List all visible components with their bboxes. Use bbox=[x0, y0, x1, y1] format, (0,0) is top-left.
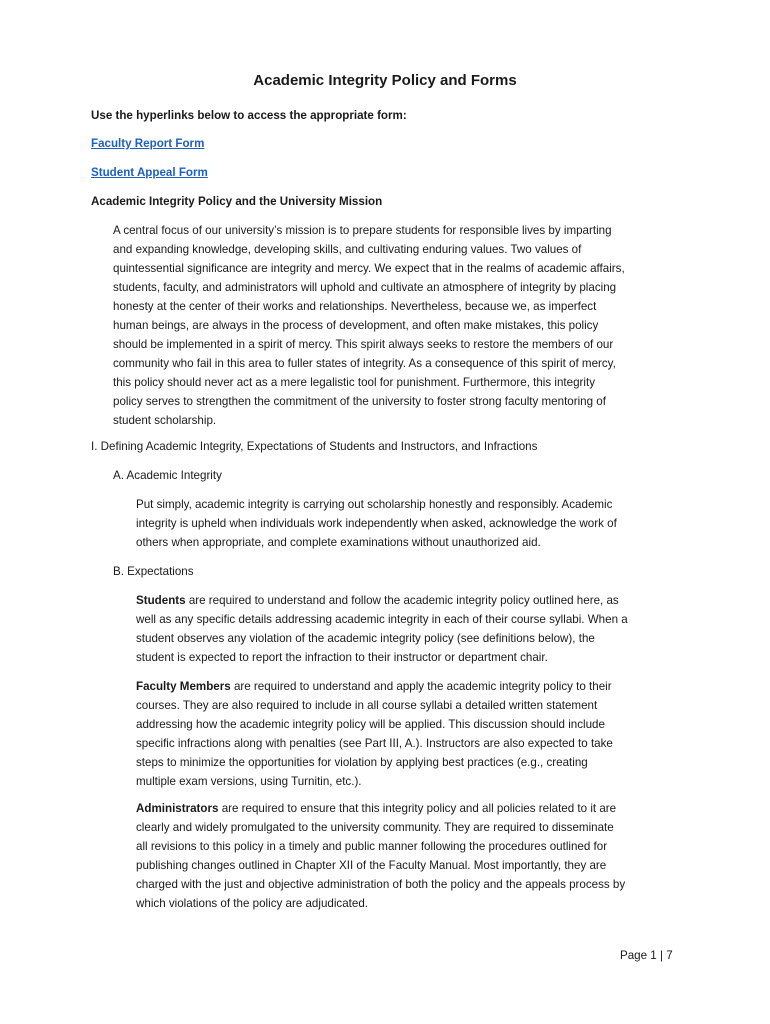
paragraph-line: this policy should never act as a mere legalistic tool for punishment. Furthermore, this integrity bbox=[113, 376, 596, 389]
page-number: Page 1 | 7 bbox=[620, 949, 673, 962]
paragraph-line: student observes any violation of the academic integrity policy (see definitions below), the bbox=[136, 632, 595, 645]
paragraph-line: multiple exam versions, using Turnitin, etc.). bbox=[136, 775, 362, 788]
faculty-report-form-link[interactable]: Faculty Report Form bbox=[91, 137, 205, 150]
paragraph-line: Put simply, academic integrity is carrying out scholarship honestly and responsibly. Academic bbox=[136, 498, 613, 511]
mission-heading: Academic Integrity Policy and the University Mission bbox=[91, 195, 383, 208]
paragraph-line: clearly and widely promulgated to the university community. They are required to disseminate bbox=[136, 821, 614, 834]
paragraph-line: students, faculty, and administrators will uphold and cultivate an atmosphere of integrity by placing bbox=[113, 281, 617, 294]
paragraph-line: well as any specific details addressing academic integrity in each of their course syllabi. When a bbox=[136, 613, 628, 626]
mission-paragraph bbox=[113, 221, 713, 430]
paragraph-line bbox=[136, 677, 716, 696]
paragraph-line: courses. They are also required to include in all course syllabi a detailed written statement bbox=[136, 699, 598, 712]
intro-text: Use the hyperlinks below to access the appropriate form: bbox=[91, 109, 407, 122]
paragraph-line: community who fail in this area to fuller states of integrity. As a consequence of this spirit of mercy, bbox=[113, 357, 616, 370]
paragraph-line: human beings, are always in the process of development, and often make mistakes, this policy bbox=[113, 319, 599, 332]
paragraph-line: policy serves to strengthen the commitment of the university to foster strong faculty mentoring of bbox=[113, 395, 606, 408]
paragraph-line: charged with the just and objective administration of both the policy and the appeals process by bbox=[136, 878, 626, 891]
paragraph-line: which violations of the policy are adjudicated. bbox=[136, 897, 369, 910]
students-label: Students bbox=[136, 594, 186, 607]
paragraph-line: addressing how the academic integrity policy will be applied. This discussion should include bbox=[136, 718, 605, 731]
section-one-heading: I. Defining Academic Integrity, Expectations of Students and Instructors, and Infractions bbox=[91, 440, 538, 453]
administrators-paragraph bbox=[136, 799, 716, 913]
paragraph-line: others when appropriate, and complete examinations without unauthorized aid. bbox=[136, 536, 541, 549]
paragraph-line: A central focus of our university’s mission is to prepare students for responsible lives by imparting bbox=[113, 224, 612, 237]
paragraph-line: specific infractions along with penalties (see Part III, A.). Instructors are also expected to take bbox=[136, 737, 613, 750]
students-first-line: are required to understand and follow the academic integrity policy outlined here, as bbox=[185, 594, 619, 607]
paragraph-line: publishing changes outlined in Chapter XII of the Faculty Manual. Most importantly, they are bbox=[136, 859, 607, 872]
paragraph-line: steps to minimize the opportunities for violation by applying best practices (e.g., creating bbox=[136, 756, 588, 769]
administrators-first-line: are required to ensure that this integrity policy and all policies related to it are bbox=[218, 802, 617, 815]
paragraph-line: all revisions to this policy in a timely and public manner following the procedures outlined for bbox=[136, 840, 608, 853]
faculty-label: Faculty Members bbox=[136, 680, 231, 693]
paragraph-line: student is expected to report the infraction to their instructor or department chair. bbox=[136, 651, 548, 664]
subsection-a-heading: A. Academic Integrity bbox=[113, 469, 222, 482]
paragraph-line bbox=[136, 799, 716, 818]
students-paragraph bbox=[136, 591, 716, 667]
academic-integrity-paragraph bbox=[136, 495, 716, 552]
paragraph-line: and expanding knowledge, developing skills, and cultivating enduring values. Two values of bbox=[113, 243, 582, 256]
faculty-first-line: are required to understand and apply the academic integrity policy to their bbox=[230, 680, 612, 693]
paragraph-line: student scholarship. bbox=[113, 414, 217, 427]
student-appeal-form-link[interactable]: Student Appeal Form bbox=[91, 166, 208, 179]
document-title: Academic Integrity Policy and Forms bbox=[253, 72, 517, 89]
paragraph-line: quintessential significance are integrity and mercy. We expect that in the realms of academic affairs, bbox=[113, 262, 625, 275]
faculty-paragraph bbox=[136, 677, 716, 791]
subsection-b-heading: B. Expectations bbox=[113, 565, 194, 578]
administrators-label: Administrators bbox=[136, 802, 219, 815]
paragraph-line bbox=[136, 591, 716, 610]
paragraph-line: honesty at the center of their works and relationships. Nevertheless, because we, as imperfect bbox=[113, 300, 597, 313]
paragraph-line: should be implemented in a spirit of mercy. This spirit always seeks to restore the members of our bbox=[113, 338, 614, 351]
paragraph-line: integrity is upheld when individuals work independently when asked, acknowledge the work of bbox=[136, 517, 617, 530]
